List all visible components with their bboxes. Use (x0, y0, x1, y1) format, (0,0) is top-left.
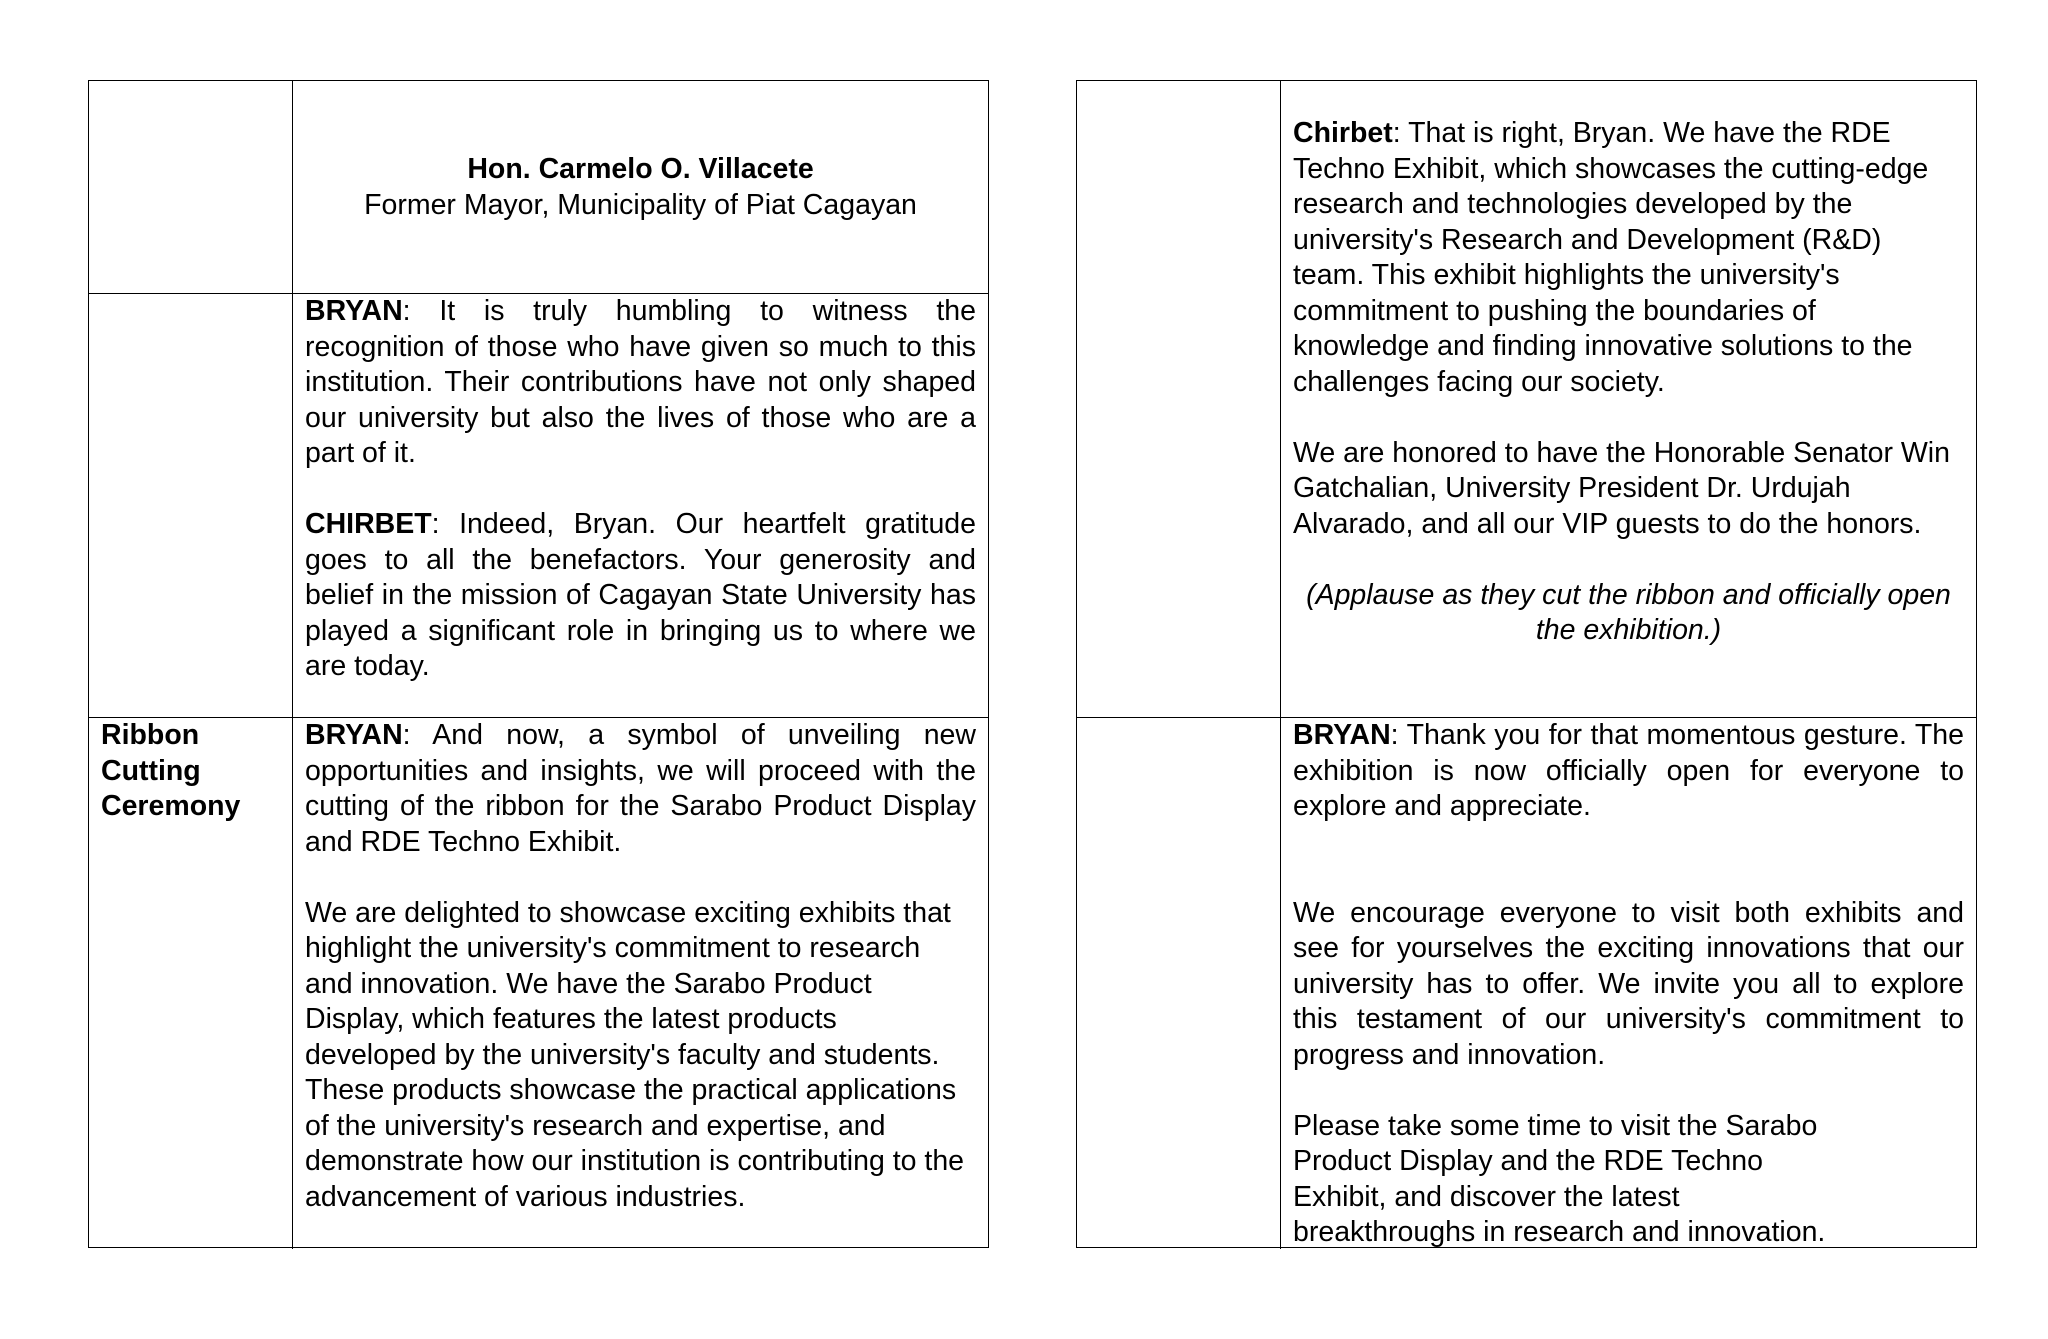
bryan-closing-line (1293, 718, 1964, 825)
recognition-cell (293, 294, 988, 717)
honored-guests-paragraph: We are honored to have the Honorable Senator Win Gatchalian, University President Dr. Urdujah Alvarado, and all our VIP guests to do the honors. (1293, 436, 1950, 540)
honoree-label-cell (89, 81, 293, 293)
honoree-row (89, 81, 988, 293)
showcase-paragraph: We are delighted to showcase exciting exhibits that highlight the university's commitment to research and innovation. We have the Sarabo Product Display, which features the latest products developed by the university's faculty and students. These products showcase the practical applications of the university's research and expertise, and demonstrate how our institution is contributing to the advancement of various industries. (305, 896, 965, 1213)
exhibit-cell (1281, 81, 1976, 717)
segment-label-line: Cutting (101, 754, 201, 787)
dialogue-text: : Thank you for that momentous gesture. The exhibition is now officially open for everyone to explore and appreciate. (1293, 719, 1964, 822)
segment-label-line: Ceremony (101, 790, 241, 822)
visit-paragraph: Please take some time to visit the Sarabo Product Display and the RDE Techno Exhibit, and discover the latest breakthroughs in research and innovation. (1293, 1109, 1826, 1248)
honoree-cell (293, 81, 988, 293)
honoree-title: Former Mayor, Municipality of Piat Cagayan (364, 188, 917, 221)
right-program-table (1076, 80, 1977, 1248)
dialogue-text: : Indeed, Bryan. Our heartfelt gratitude goes to all the benefactors. Your generosity and belief in the mission of Cagayan State University has played a significant role in bringing us to where we are today. (305, 508, 976, 682)
recognition-label-cell (89, 294, 293, 717)
ribbon-label-cell (89, 718, 293, 1249)
honoree-name: Hon. Carmelo O. Villacete (467, 153, 814, 185)
speaker-name: BRYAN (1293, 719, 1391, 751)
closing-label-cell (1077, 718, 1281, 1249)
stage-direction: (Applause as they cut the ribbon and officially open the exhibition.) (1306, 578, 1951, 646)
left-program-table (88, 80, 989, 1248)
ribbon-cutting-row (89, 717, 988, 1249)
dialogue-text: : That is right, Bryan. We have the RDE Techno Exhibit, which showcases the cutting-edge research and technologies developed by the university's Research and Development (R&D) team. This exhibit highlights the university's commitment to pushing the boundaries of knowledge and finding innovative solutions to the challenges facing our society. (1293, 117, 1929, 398)
speaker-name: Chirbet (1293, 117, 1393, 149)
chirbet-gratitude-line (305, 507, 976, 685)
exhibit-row (1077, 81, 1976, 717)
closing-cell (1281, 718, 1976, 1249)
dialogue-text: : And now, a symbol of unveiling new opportunities and insights, we will proceed with the cutting of the ribbon for the Sarabo Product Display and RDE Techno Exhibit. (305, 719, 976, 858)
speaker-name: CHIRBET (305, 508, 432, 540)
speaker-name: BRYAN (305, 719, 403, 751)
bryan-ribbon-line (305, 718, 976, 860)
dialogue-text: : It is truly humbling to witness the recognition of those who have given so much to this institution. Their contributions have not only shaped our university but also the lives of those who are a part of it. (305, 295, 976, 469)
ribbon-cell (293, 718, 988, 1249)
chirbet-exhibit-line (1293, 116, 1964, 400)
speaker-name: BRYAN (305, 295, 403, 327)
bryan-recognition-line (305, 294, 976, 472)
exhibit-label-cell (1077, 81, 1281, 717)
closing-row (1077, 717, 1976, 1249)
segment-label-line: Ribbon (101, 719, 200, 751)
recognition-row (89, 293, 988, 717)
encourage-paragraph: We encourage everyone to visit both exhibits and see for yourselves the exciting innovations that our university has to offer. We invite you all to explore this testament of our university's commitment to progress and innovation. (1293, 896, 1964, 1071)
